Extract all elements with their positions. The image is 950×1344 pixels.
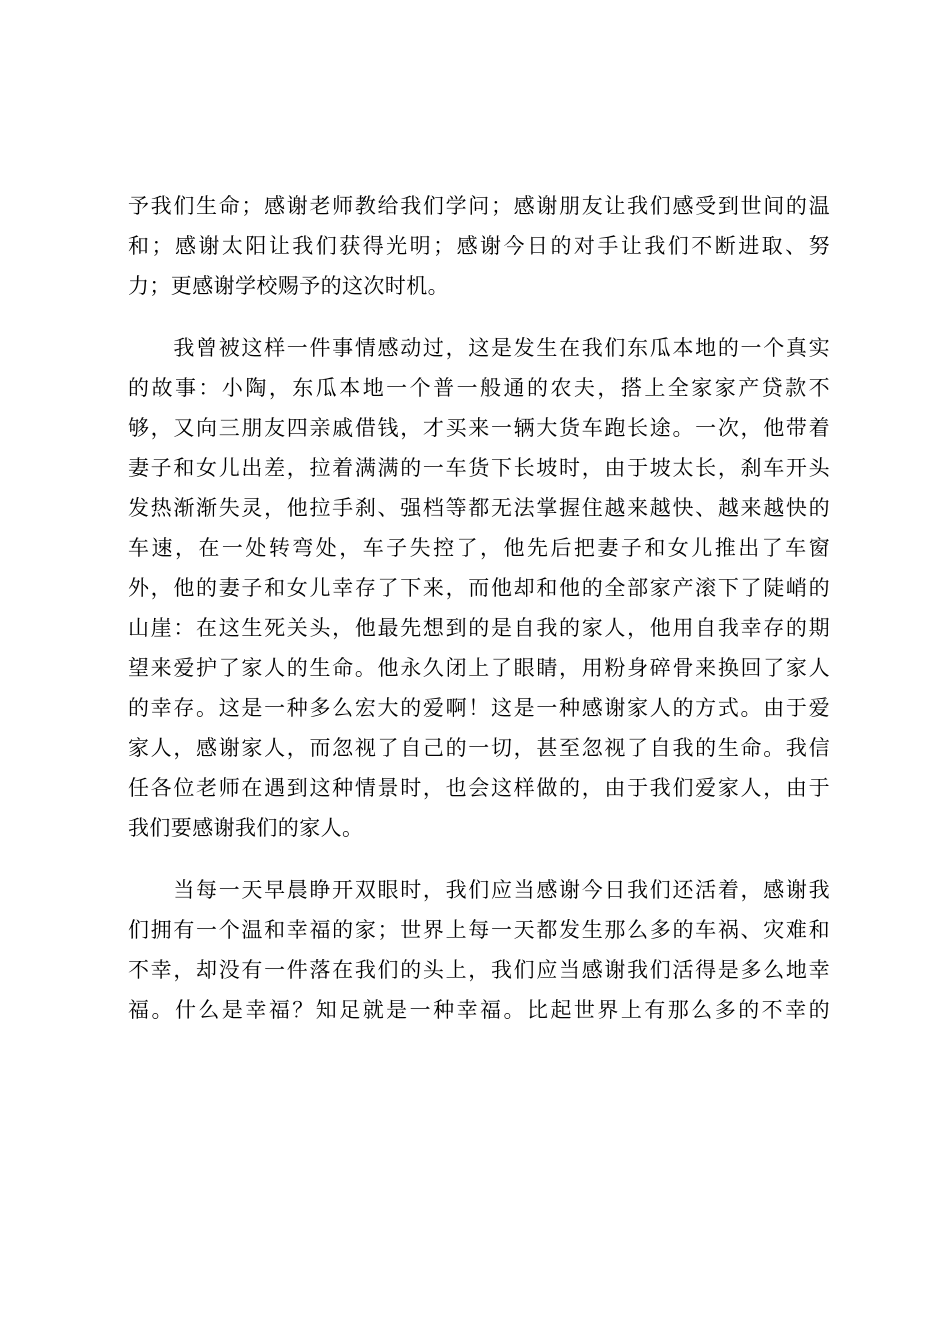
text-line: 的幸存。这是一种多么宏大的爱啊！这是一种感谢家人的方式。由于爱	[128, 696, 830, 720]
text-line: 的故事：小陶，东瓜本地一个普一般通的农夫，搭上全家家产贷款不	[128, 376, 830, 400]
text-line: 发热渐渐失灵，他拉手刹、强档等都无法掌握住越来越快、越来越快的	[128, 496, 830, 520]
paragraph	[128, 870, 830, 1030]
text-line: 任各位老师在遇到这种情景时，也会这样做的，由于我们爱家人，由于	[128, 776, 830, 800]
text-line: 够，又向三朋友四亲戚借钱，才买来一辆大货车跑长途。一次，他带着	[128, 416, 830, 440]
text-line: 力；更感谢学校赐予的这次时机。	[128, 274, 449, 298]
text-line: 望来爱护了家人的生命。他永久闭上了眼睛，用粉身碎骨来换回了家人	[128, 656, 830, 680]
text-line: 们拥有一个温和幸福的家；世界上每一天都发生那么多的车祸、灾难和	[128, 918, 830, 942]
paragraph	[128, 186, 830, 306]
text-line: 当每一天早晨睁开双眼时，我们应当感谢今日我们还活着，感谢我	[128, 878, 830, 902]
document-body	[128, 186, 830, 1052]
text-line: 予我们生命；感谢老师教给我们学问；感谢朋友让我们感受到世间的温	[128, 194, 830, 218]
text-line: 外，他的妻子和女儿幸存了下来，而他却和他的全部家产滚下了陡峭的	[128, 576, 830, 600]
text-line: 不幸，却没有一件落在我们的头上，我们应当感谢我们活得是多么地幸	[128, 958, 830, 982]
paragraph	[128, 328, 830, 848]
text-line: 车速，在一处转弯处，车子失控了，他先后把妻子和女儿推出了车窗	[128, 536, 830, 560]
text-line: 家人，感谢家人，而忽视了自己的一切，甚至忽视了自我的生命。我信	[128, 736, 830, 760]
text-line: 我曾被这样一件事情感动过，这是发生在我们东瓜本地的一个真实	[128, 336, 830, 360]
text-line: 福。什么是幸福？知足就是一种幸福。比起世界上有那么多的不幸的	[128, 998, 830, 1022]
text-line: 我们要感谢我们的家人。	[128, 816, 364, 840]
text-line: 山崖：在这生死关头，他最先想到的是自我的家人，他用自我幸存的期	[128, 616, 830, 640]
text-line: 妻子和女儿出差，拉着满满的一车货下长坡时，由于坡太长，刹车开头	[128, 456, 830, 480]
text-line: 和；感谢太阳让我们获得光明；感谢今日的对手让我们不断进取、努	[128, 234, 830, 258]
